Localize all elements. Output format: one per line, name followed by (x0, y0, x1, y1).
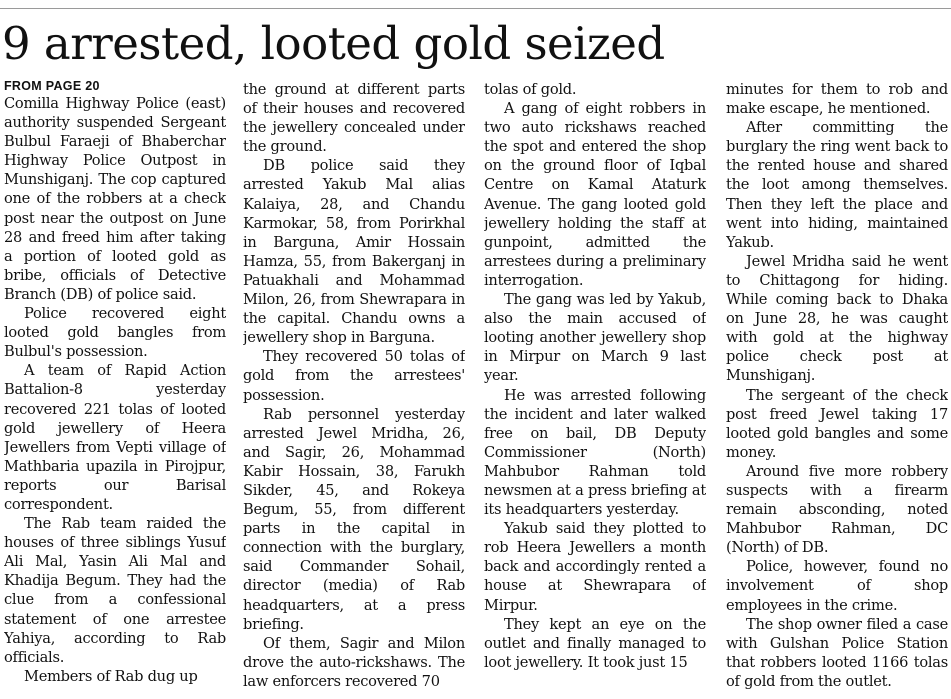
paragraph: After committing the burglary the ring went back to the rented house and shared the loot among themselves. Then they left the place and went into hiding, maintained Yakub. (726, 119, 948, 251)
paragraph: minutes for them to rob and make escape, he mentioned. (726, 81, 948, 118)
jump-kicker: FROM PAGE 20 (4, 79, 100, 93)
paragraph: Jewel Mridha said he went to Chittagong for hiding. While coming back to Dhaka on June 28, he was caught with gold at the highway police check post at Munshiganj. (726, 252, 948, 385)
paragraph: Police recovered eight looted gold bangles from Bulbul's possession. (4, 305, 226, 361)
article-headline: 9 arrested, looted gold seized (2, 17, 665, 70)
paragraph: Comilla Highway Police (east) authority suspended Sergeant Bulbul Faraeji of Bhaberchar Highway Police Outpost in Munshiganj. The cop captured one of the robbers at a check post near the outpost on June 28 and freed him after taking a portion of looted gold as bribe, officials of Detective Branch (DB) of police said. (4, 95, 226, 303)
top-divider-rule (0, 8, 951, 9)
paragraph: the ground at different parts of their houses and recovered the jewellery concealed under the ground. (243, 81, 465, 156)
paragraph: tolas of gold. (484, 81, 577, 98)
paragraph: Of them, Sagir and Milon drove the auto-rickshaws. The law enforcers recovered 70 (243, 634, 465, 690)
article-column-2 (243, 80, 465, 699)
paragraph: The shop owner filed a case with Gulshan Police Station that robbers looted 1166 tolas of gold from the outlet. (726, 615, 948, 690)
paragraph: Members of Rab dug up (24, 667, 198, 685)
paragraph: Around five more robbery suspects with a firearm remain absconding, noted Mahbubor Rahman, DC (North) of DB. (726, 462, 948, 557)
article-column-4 (726, 80, 948, 699)
paragraph: A gang of eight robbers in two auto rickshaws reached the spot and entered the shop on the ground floor of Iqbal Centre on Kamal Ataturk Avenue. The gang looted gold jewellery holding the staff at gunpoint, admitted the arrestees during a preliminary interrogation. (484, 100, 706, 289)
article-column-3 (484, 80, 706, 699)
paragraph: The sergeant of the check post freed Jewel taking 17 looted gold bangles and some money. (726, 386, 948, 461)
paragraph: He was arrested following the incident and later walked free on bail, DB Deputy Commissioner (North) Mahbubor Rahman told newsmen at a press briefing at its headquarters yesterday. (484, 386, 706, 519)
paragraph: A team of Rapid Action Battalion-8 yesterday recovered 221 tolas of looted gold jewellery of Heera Jewellers from Vepti village of Mathbaria upazila in Pirojpur, reports our Barisal correspondent. (4, 362, 226, 513)
paragraph: They kept an eye on the outlet and finally managed to loot jewellery. It took just 15 (484, 615, 706, 671)
paragraph: Rab personnel yesterday arrested Jewel Mridha, 26, and Sagir, 26, Mohammad Kabir Hossain, 38, Farukh Sikder, 45, and Rokeya Begum, 55, from different parts in the capital in connection with the burglary, said Commander Sohail, director (media) of Rab headquarters, at a press briefing. (243, 405, 465, 633)
paragraph: The Rab team raided the houses of three siblings Yusuf Ali Mal, Yasin Ali Mal and Khadija Begum. They had the clue from a confessional statement of one arrestee Yahiya, according to Rab officials. (4, 515, 226, 666)
paragraph: They recovered 50 tolas of gold from the arrestees' possession. (243, 348, 465, 404)
article-column-1 (4, 79, 226, 698)
paragraph: Yakub said they plotted to rob Heera Jewellers a month back and accordingly rented a house at Shewrapara of Mirpur. (484, 520, 706, 614)
paragraph: Police, however, found no involvement of shop employees in the crime. (726, 558, 948, 614)
paragraph: DB police said they arrested Yakub Mal alias Kalaiya, 28, and Chandu Karmokar, 58, from Porirkhal in Barguna, Amir Hossain Hamza, 55, from Bakerganj in Patuakhali and Mohammad Milon, 26, from Shewrapara in the capital. Chandu owns a jewellery shop in Barguna. (243, 157, 465, 347)
paragraph: The gang was led by Yakub, also the main accused of looting another jewellery shop in Mirpur on March 9 last year. (484, 291, 706, 385)
